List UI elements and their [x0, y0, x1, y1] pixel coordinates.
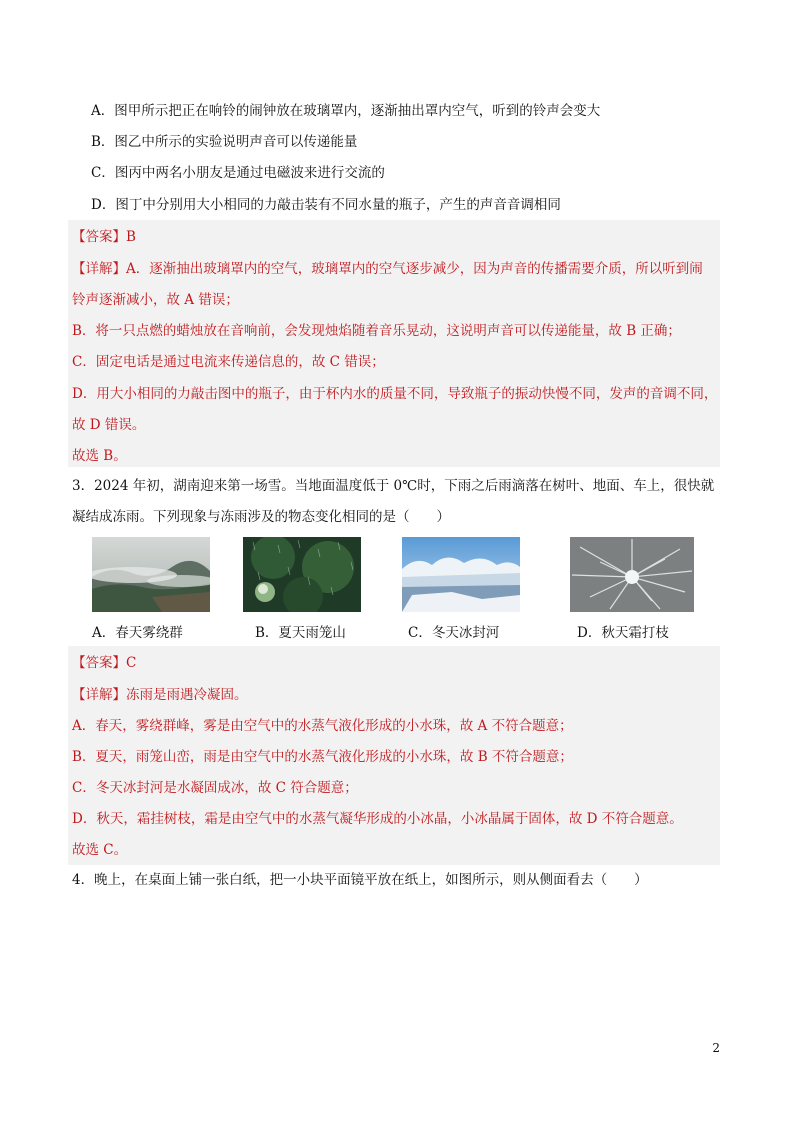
detail-c: C．固定电话是通过电流来传递信息的，故 C 错误； — [72, 354, 385, 370]
answer-block-q2 — [68, 220, 720, 467]
choose-line: 故选 B。 — [72, 448, 127, 464]
detail-text: A．逐渐抽出玻璃罩内的空气，玻璃罩内的空气逐步减少，因为声音的传播需要介质，所以听到闹 — [126, 261, 703, 277]
q3-stem-line-1: 3．2024 年初，湖南迎来第一场雪。当地面温度低于 0℃时，下雨之后雨滴落在树叶、地面、车上，很快就 — [72, 478, 715, 494]
detail-line-1 — [72, 685, 248, 705]
option-a: A．图甲所示把正在响铃的闹钟放在玻璃罩内，逐渐抽出罩内空气，听到的铃声会变大 — [91, 103, 601, 119]
caption-c: C．冬天冰封河 — [408, 625, 500, 641]
q4-stem: 4．晚上，在桌面上铺一张白纸，把一小块平面镜平放在纸上，如图所示，则从侧面看去（ ） — [72, 872, 648, 888]
detail-tag: 【详解】 — [72, 687, 126, 703]
q3-stem-line-2: 凝结成冻雨。下列现象与冻雨涉及的物态变化相同的是（ ） — [72, 509, 450, 525]
caption-a: A．春天雾绕群 — [92, 625, 183, 641]
fog-mountain-image — [92, 537, 210, 612]
answer-value: B — [126, 229, 136, 245]
option-c: C．图丙中两名小朋友是通过电磁波来进行交流的 — [91, 165, 385, 181]
detail-b: B．将一只点燃的蜡烛放在音响前，会发现烛焰随着音乐晃动，这说明声音可以传递能量，故 B 正确； — [72, 323, 681, 339]
choose-line: 故选 C。 — [72, 842, 128, 858]
detail-line-1 — [72, 259, 703, 279]
detail-b: B．夏天，雨笼山峦，雨是由空气中的水蒸气液化形成的小水珠，故 B 不符合题意； — [72, 749, 573, 765]
answer-tag: 【答案】 — [72, 655, 126, 671]
answer-line — [72, 653, 136, 673]
detail-tag: 【详解】 — [72, 261, 126, 277]
detail-d-2: 故 D 错误。 — [72, 417, 146, 433]
caption-b: B．夏天雨笼山 — [255, 625, 346, 641]
answer-value: C — [126, 655, 137, 671]
option-d: D．图丁中分别用大小相同的力敲击装有不同水量的瓶子，产生的声音音调相同 — [91, 197, 561, 213]
detail-text: 冻雨是雨遇冷凝固。 — [126, 687, 248, 703]
detail-a: A．春天，雾绕群峰，雾是由空气中的水蒸气液化形成的小水珠，故 A 不符合题意； — [72, 718, 573, 734]
detail-line-2: 铃声逐渐减小，故 A 错误； — [72, 292, 239, 308]
detail-d-1: D．用大小相同的力敲击图中的瓶子，由于杯内水的质量不同，导致瓶子的振动快慢不同，发声的音调不同， — [72, 386, 718, 402]
frost-branch-image — [570, 537, 694, 612]
page-number: 2 — [712, 1041, 720, 1055]
rain-forest-image — [243, 537, 361, 612]
answer-block-q3 — [68, 646, 720, 865]
detail-d: D．秋天，霜挂树枝，霜是由空气中的水蒸气凝华形成的小冰晶，小冰晶属于固体，故 D 不符合题意。 — [72, 811, 683, 827]
answer-line — [72, 227, 136, 247]
detail-c: C．冬天冰封河是水凝固成冰，故 C 符合题意； — [72, 780, 358, 796]
option-b: B．图乙中所示的实验说明声音可以传递能量 — [91, 134, 358, 150]
frozen-river-image — [402, 537, 520, 612]
answer-tag: 【答案】 — [72, 229, 126, 245]
caption-d: D．秋天霜打枝 — [577, 625, 669, 641]
